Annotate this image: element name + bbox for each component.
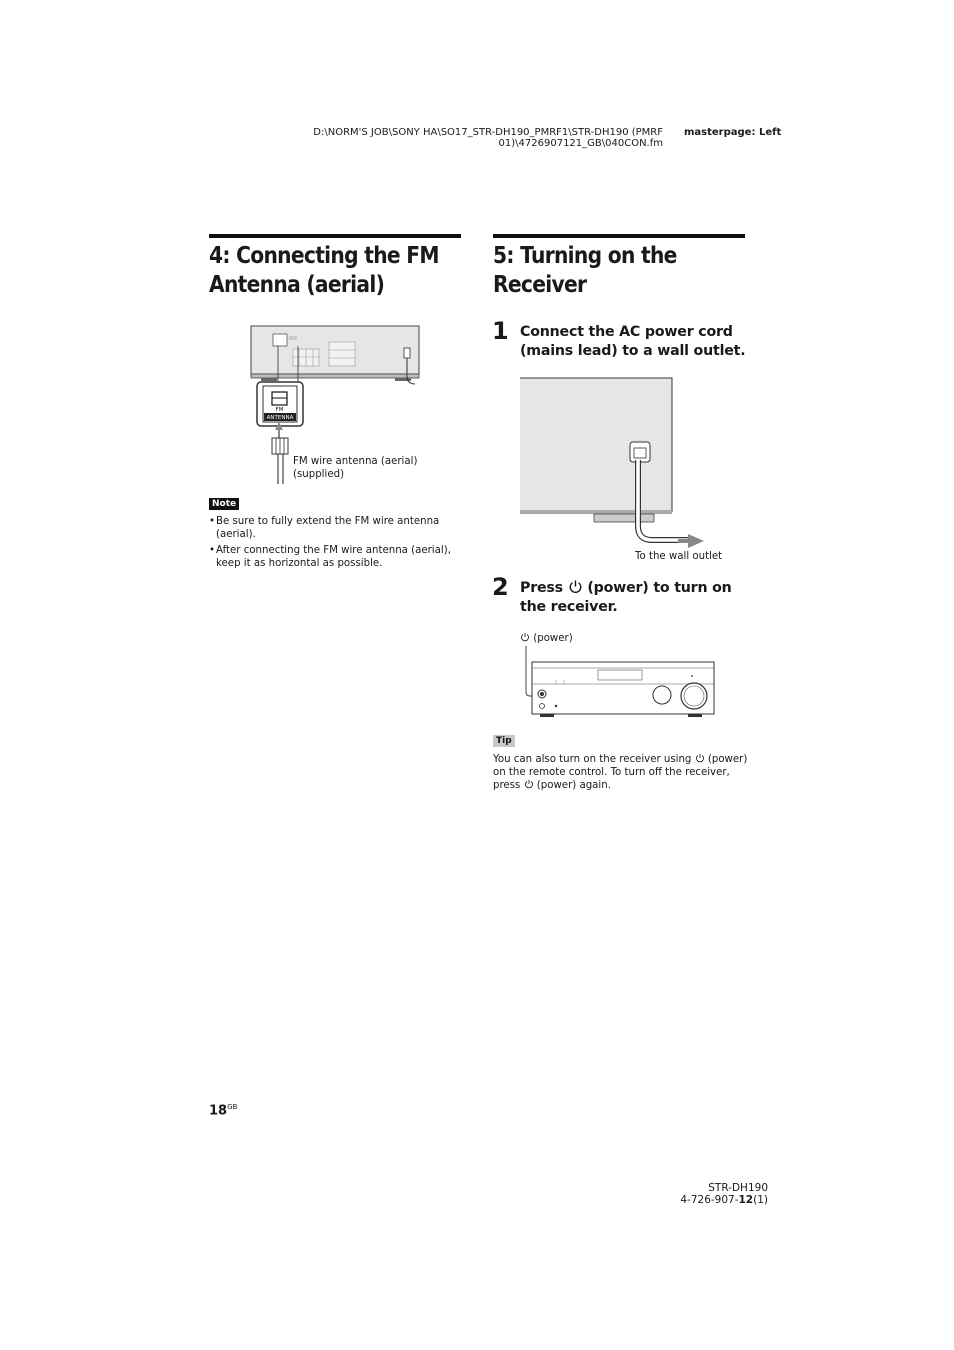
power-icon [524, 779, 534, 789]
step-2-text: Press (power) to turn on the receiver. [520, 580, 732, 615]
step-2-number: 2 [492, 573, 509, 601]
note-item: • After connecting the FM wire antenna (aerial), keep it as horizontal as possible. [209, 545, 459, 570]
antenna-terminal-label: ANTENNA [266, 415, 294, 421]
receiver-front-figure [520, 644, 720, 724]
power-icon [568, 579, 583, 594]
wall-outlet-caption: To the wall outlet [635, 551, 723, 562]
file-path-header [300, 127, 663, 149]
masterpage-label: masterpage: Left [684, 127, 782, 138]
step-1-number: 1 [492, 317, 509, 345]
power-button-caption: (power) [520, 632, 573, 645]
page-number: $18^{GB}$ [209, 1103, 238, 1119]
note-item: • Be sure to fully extend the FM wire antenna (aerial). [209, 516, 459, 541]
step-1-text: Connect the AC power cord (mains lead) to a wall outlet. [520, 324, 746, 359]
note-badge: Note [209, 498, 239, 510]
file-path-line-2: 01)\4726907121_GB\040CON.fm [498, 138, 663, 149]
model-number: STR-DH190 [708, 1182, 768, 1194]
document-code [668, 1182, 768, 1206]
tip-badge: Tip [493, 735, 515, 747]
page-suffix: GB [227, 1103, 238, 1111]
file-path-line-1: D:\NORM'S JOB\SONY HA\SO17_STR-DH190_PMRF1\STR-DH190 (PMRF [313, 127, 663, 138]
power-icon [695, 753, 705, 763]
section-5-rule [493, 234, 745, 238]
section-4-title: 4: Connecting the FM Antenna (aerial) [209, 243, 439, 298]
part-number: 4-726-907-12(1) [680, 1194, 768, 1206]
section-5-title: 5: Turning on the Receiver [493, 243, 677, 298]
power-cord-figure [518, 376, 718, 556]
notes-list [209, 516, 459, 574]
fm-terminal-label: FM [275, 407, 284, 413]
fm-antenna-caption: FM wire antenna (aerial) (supplied) [293, 456, 418, 480]
section-4-rule [209, 234, 461, 238]
power-icon [520, 632, 530, 642]
tip-text: You can also turn on the receiver using (power) on the remote control. To turn off the receiver, press (power) again. [493, 754, 748, 791]
